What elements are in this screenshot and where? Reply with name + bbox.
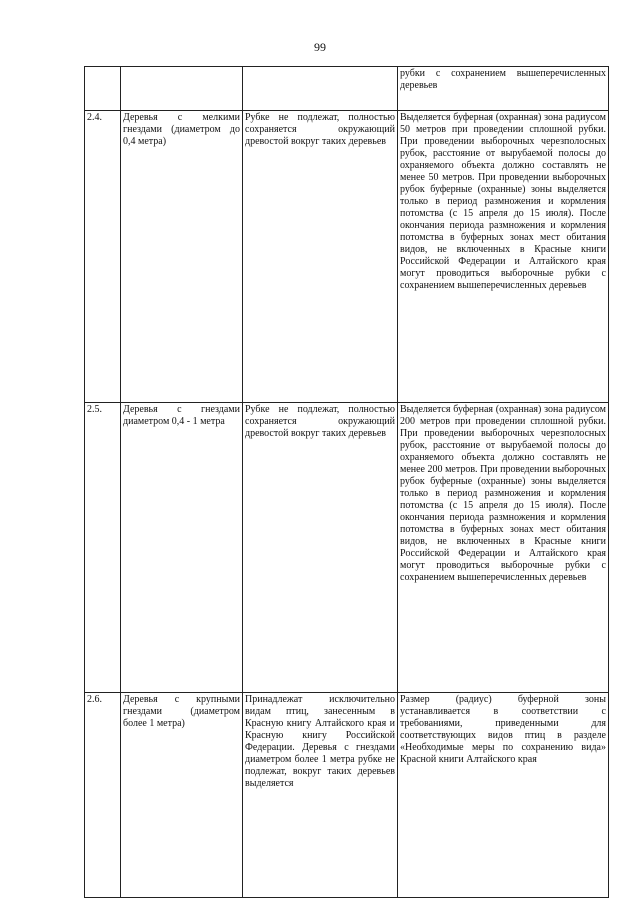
buffer-zone-cell: Выделяется буферная (охранная) зона радиусом 200 метров при проведении сплошной рубки. При проведении выборочных черезполосных рубок, расстояние от вырубаемой полосы до охраняемого объекта должно составлять не менее 200 метров. При проведении выборочных рубок буферные (охранные) зоны выделяется только в период размножения и кормления потомства (с 15 апреля до 15 июля). После окончания периода размножения и кормления потомства в буферных зонах мест обитания видов, не включенных в Красные книги Российской Федерации и Алтайского края могут проводиться выборочные рубки с сохранением вышеперечисленных деревьев — [398, 403, 609, 693]
page-number: 99 — [314, 40, 326, 54]
table-row — [85, 693, 609, 898]
object-name-cell: Деревья с крупными гнездами (диаметром более 1 метра) — [121, 693, 243, 898]
row-number-cell: 2.6. — [85, 693, 121, 898]
species-protection-table — [84, 66, 609, 898]
object-name-cell — [121, 67, 243, 111]
protection-measure-cell: Рубке не подлежат, полностью сохраняется окружающий древостой вокруг таких деревьев — [243, 111, 398, 403]
buffer-zone-cell: Размер (радиус) буферной зоны устанавливается в соответствии с требованиями, приведенными для соответствующих видов птиц в разделе «Необходимые меры по сохранению вида» Красной книги Алтайского края — [398, 693, 609, 898]
protection-measure-cell: Принадлежат исключительно видам птиц, занесенным в Красную книгу Алтайского края и Красную книгу Российской Федерации. Деревья с гнездами диаметром более 1 метра рубке не подлежат, вокруг таких деревьев выделяется — [243, 693, 398, 898]
table-row — [85, 403, 609, 693]
protection-measure-cell: Рубке не подлежат, полностью сохраняется окружающий древостой вокруг таких деревьев — [243, 403, 398, 693]
table-row — [85, 67, 609, 111]
object-name-cell: Деревья с гнездами диаметром 0,4 - 1 метра — [121, 403, 243, 693]
buffer-zone-cell: рубки с сохранением вышеперечисленных деревьев — [398, 67, 609, 111]
row-number-cell: 2.4. — [85, 111, 121, 403]
buffer-zone-cell: Выделяется буферная (охранная) зона радиусом 50 метров при проведении сплошной рубки. При проведении выборочных черезполосных рубок, расстояние от вырубаемой полосы до охраняемого объекта должно составлять не менее 50 метров. При проведении выборочных рубок буферные (охранные) зоны выделяется только в период размножения и кормления потомства (с 15 апреля до 15 июля). После окончания периода размножения и кормления потомства в буферных зонах мест обитания видов, не включенных в Красные книги Российской Федерации и Алтайского края могут проводиться выборочные рубки с сохранением вышеперечисленных деревьев — [398, 111, 609, 403]
row-number-cell — [85, 67, 121, 111]
table-row — [85, 111, 609, 403]
protection-measure-cell — [243, 67, 398, 111]
object-name-cell: Деревья с мелкими гнездами (диаметром до 0,4 метра) — [121, 111, 243, 403]
row-number-cell: 2.5. — [85, 403, 121, 693]
